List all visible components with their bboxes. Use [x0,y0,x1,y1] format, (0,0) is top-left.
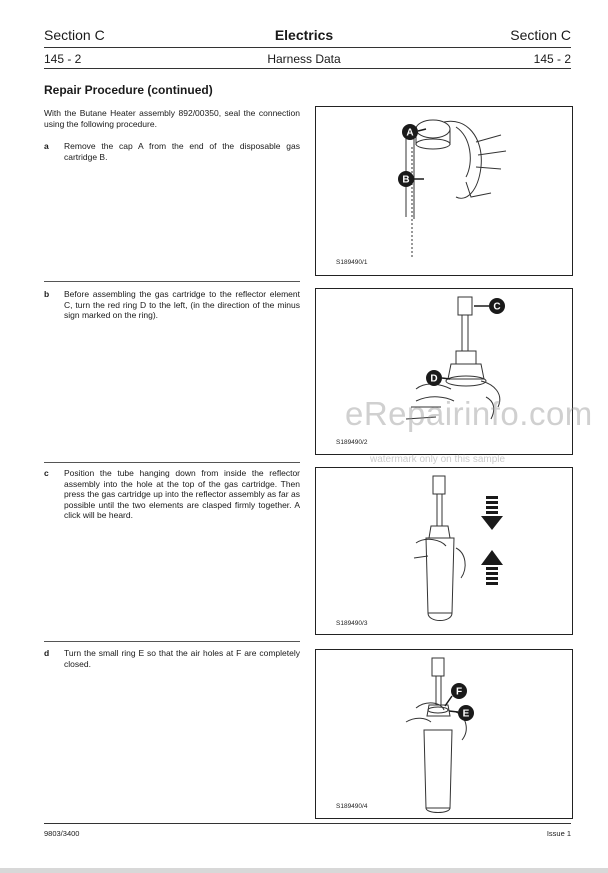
header-rule-top [44,47,571,48]
section-label-right: Section C [510,27,571,43]
push-up-arrow-icon [481,550,503,585]
step-b [44,289,300,329]
step-text: Remove the cap A from the end of the disposable gas cartridge B. [64,141,300,162]
callout-C-icon [474,298,505,314]
step-letter: a [44,141,49,151]
issue-label: Issue 1 [546,829,571,838]
step-letter: d [44,648,50,658]
air-holes-illustration [316,650,572,818]
step-a [44,141,300,171]
press-cartridge-illustration [316,468,572,634]
figure-reference: S189490/4 [336,803,368,810]
figure-remove-cap [315,106,573,276]
watermark-brand: eRepairinfo.com [345,395,593,432]
step-text: Position the tube hanging down from inside the reflector assembly into the hole at the top of the gas cartridge. Then press the gas cartridge up into the reflector assembly as far as possible until the two elements are clasped firmly together. A click will be heard. [64,468,300,521]
figure-press-cartridge [315,467,573,635]
step-text: Turn the small ring E so that the air holes at F are completely closed. [64,648,300,669]
callout-E-icon [449,705,474,721]
page-number-left: 145 - 2 [44,52,82,66]
step-c [44,468,300,528]
page-bottom-bar [0,868,608,873]
callout-F-icon [445,683,467,706]
step-text: Before assembling the gas cartridge to the reflector element C, turn the red ring D to the left, (in the direction of the minus sign marked on the ring). [64,289,300,321]
push-down-arrow-icon [481,496,503,530]
step-separator [44,281,300,282]
callout-label: F [455,686,463,698]
callout-label: D [430,373,438,385]
cartridge-cap-illustration [316,107,572,275]
header-rule-bottom [44,68,571,69]
page-title: Electrics [274,27,334,43]
figure-reference: S189490/3 [336,620,368,627]
procedure-title: Repair Procedure (continued) [44,83,213,97]
step-d [44,648,300,678]
procedure-intro: With the Butane Heater assembly 892/00350, seal the connection using the following procedure. [44,108,300,129]
step-letter: c [44,468,49,478]
figure-reference: S189490/2 [336,439,368,446]
callout-D-icon [426,370,450,386]
step-letter: b [44,289,50,299]
callout-label: C [493,301,501,313]
figure-reference: S189490/1 [336,259,368,266]
callout-A-icon [402,124,426,140]
footer-rule [44,823,571,824]
section-label-left: Section C [44,27,105,43]
document-code: 9803/3400 [44,829,80,838]
watermark-note: watermark only on this sample [370,454,506,465]
page-subtitle: Harness Data [267,52,341,66]
step-separator [44,641,300,642]
callout-label: B [402,174,410,186]
callout-label: E [462,708,470,720]
page-number-right: 145 - 2 [533,52,571,66]
callout-B-icon [398,171,424,187]
step-separator [44,462,300,463]
callout-label: A [406,127,414,139]
figure-close-air-holes [315,649,573,819]
